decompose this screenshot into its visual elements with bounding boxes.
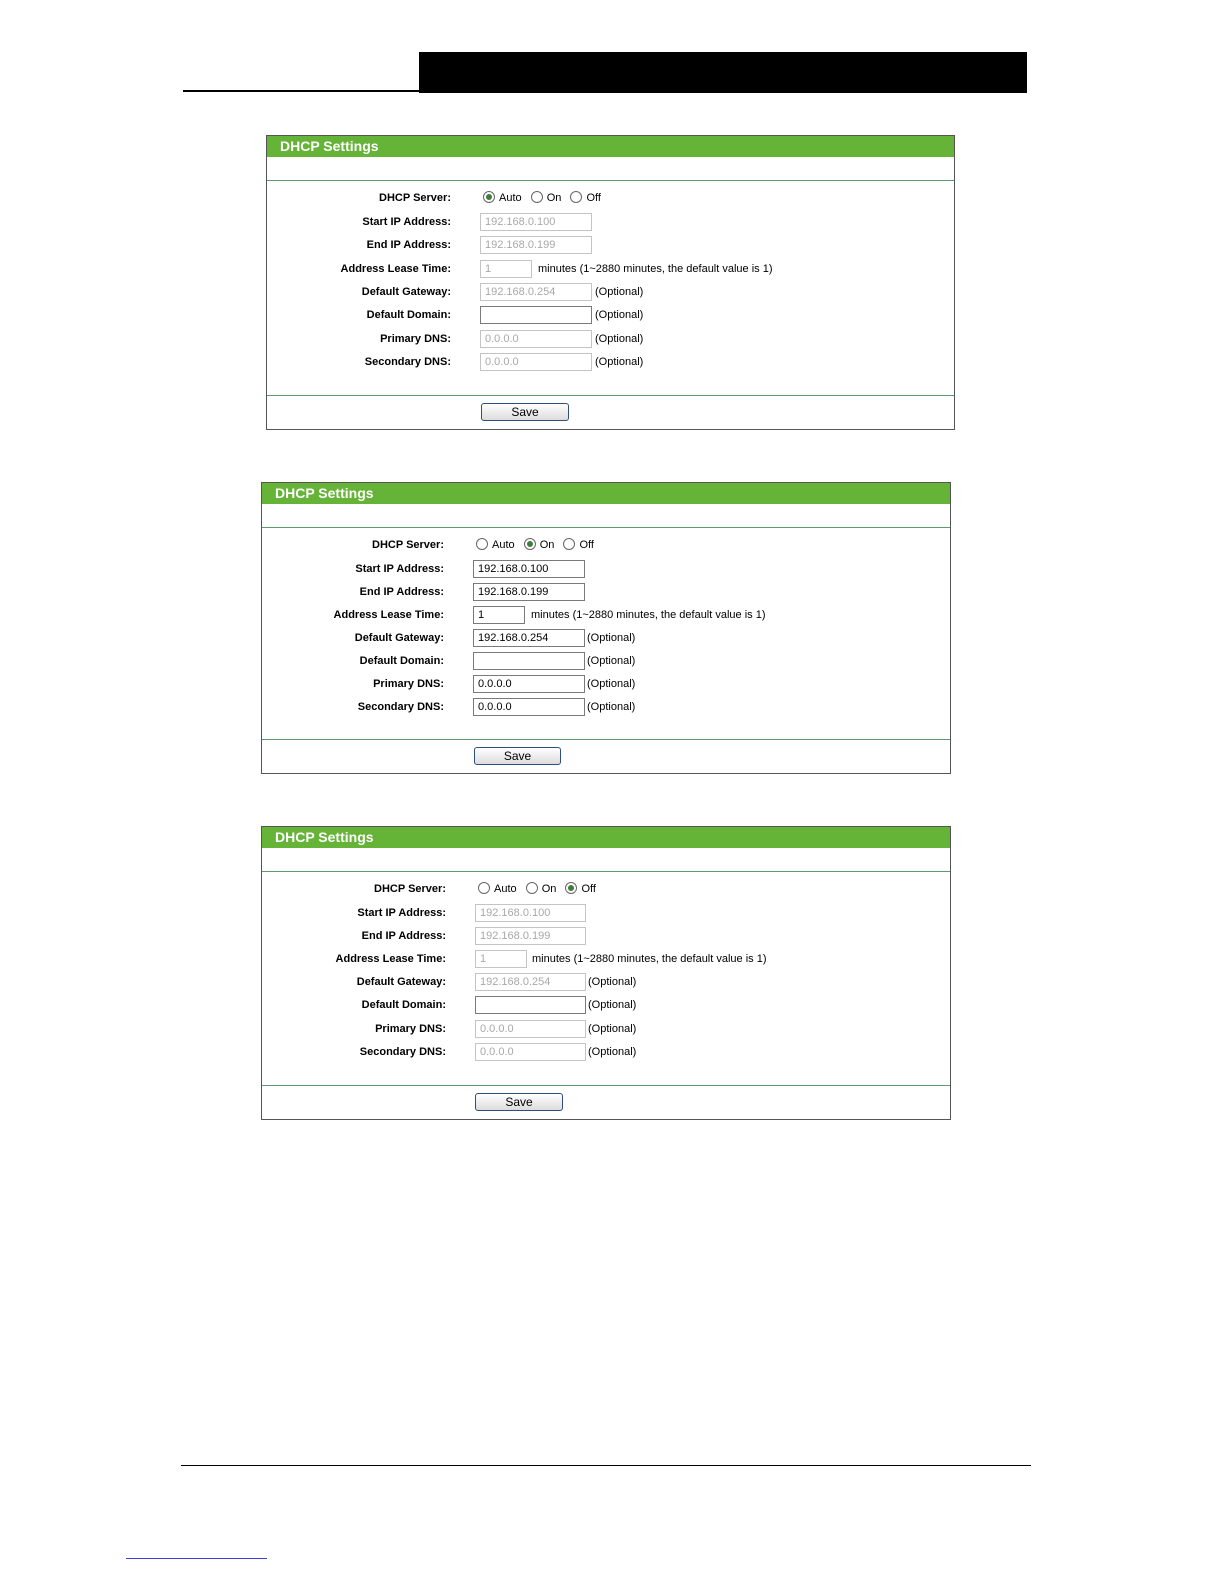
save-button[interactable]: Save: [481, 403, 569, 421]
dhcp-server-radio-group: [476, 535, 600, 555]
secondary-dns-input[interactable]: 0.0.0.0: [480, 353, 592, 371]
dhcp-server-label: DHCP Server:: [372, 539, 444, 551]
panel-title: DHCP Settings: [267, 136, 954, 157]
dhcp-form: [262, 872, 950, 1087]
secondary-dns-label: Secondary DNS:: [359, 1046, 446, 1058]
lease-time-note: minutes (1~2880 minutes, the default value is 1): [532, 953, 767, 965]
radio-off-label: Off: [579, 539, 594, 551]
footer-link-underline: [126, 1558, 267, 1559]
dhcp-server-row: [262, 535, 950, 555]
end-ip-input[interactable]: 192.168.0.199: [473, 583, 585, 601]
panel-header-spacer: [262, 504, 950, 528]
domain-label: Default Domain:: [361, 999, 446, 1011]
start-ip-input[interactable]: 192.168.0.100: [473, 560, 585, 578]
radio-auto[interactable]: [476, 538, 488, 550]
lease-time-input[interactable]: 1: [473, 606, 525, 624]
secondary-dns-row: [262, 1042, 950, 1062]
dhcp-form: [262, 528, 950, 743]
panel-footer: [262, 1085, 950, 1119]
lease-time-note: minutes (1~2880 minutes, the default value is 1): [531, 609, 766, 621]
lease-time-row: [267, 259, 954, 279]
gateway-input[interactable]: 192.168.0.254: [480, 283, 592, 301]
primary-dns-optional: (Optional): [595, 333, 644, 345]
dhcp-server-row: [262, 879, 950, 899]
start-ip-input[interactable]: 192.168.0.100: [475, 904, 586, 922]
radio-auto[interactable]: [478, 882, 490, 894]
panel-header-spacer: [267, 157, 954, 181]
dhcp-server-radio-group: [478, 879, 602, 899]
lease-time-row: [262, 949, 950, 969]
secondary-dns-label: Secondary DNS:: [364, 356, 451, 368]
radio-on-label: On: [541, 883, 557, 895]
primary-dns-row: [267, 329, 954, 349]
domain-optional: (Optional): [587, 655, 636, 667]
gateway-optional: (Optional): [595, 286, 644, 298]
lease-time-row: [262, 605, 950, 625]
primary-dns-optional: (Optional): [587, 678, 636, 690]
gateway-row: [262, 972, 950, 992]
lease-time-input[interactable]: 1: [475, 950, 527, 968]
primary-dns-label: Primary DNS:: [373, 678, 444, 690]
gateway-optional: (Optional): [588, 976, 637, 988]
primary-dns-input[interactable]: 0.0.0.0: [475, 1020, 586, 1038]
save-button[interactable]: Save: [474, 747, 561, 765]
domain-input[interactable]: [475, 996, 586, 1014]
header-rule: [183, 90, 419, 92]
radio-auto-label: Auto: [494, 883, 517, 895]
start-ip-row: [262, 903, 950, 923]
secondary-dns-optional: (Optional): [595, 356, 644, 368]
radio-off-label: Off: [586, 192, 601, 204]
domain-input[interactable]: [473, 652, 585, 670]
dhcp-settings-panel-off: [261, 826, 951, 1120]
radio-off[interactable]: [563, 538, 575, 550]
start-ip-row: [262, 559, 950, 579]
secondary-dns-optional: (Optional): [587, 701, 636, 713]
gateway-label: Default Gateway:: [354, 632, 444, 644]
primary-dns-label: Primary DNS:: [380, 333, 451, 345]
lease-time-label: Address Lease Time:: [335, 953, 446, 965]
end-ip-label: End IP Address:: [359, 586, 444, 598]
primary-dns-label: Primary DNS:: [375, 1023, 446, 1035]
radio-off-label: Off: [581, 883, 596, 895]
radio-auto-label: Auto: [499, 192, 522, 204]
radio-auto[interactable]: [483, 191, 495, 203]
domain-label: Default Domain:: [366, 309, 451, 321]
dhcp-form: [267, 181, 954, 396]
end-ip-input[interactable]: 192.168.0.199: [480, 236, 592, 254]
gateway-optional: (Optional): [587, 632, 636, 644]
gateway-label: Default Gateway:: [356, 976, 446, 988]
domain-label: Default Domain:: [359, 655, 444, 667]
start-ip-row: [267, 212, 954, 232]
radio-on[interactable]: [524, 538, 536, 550]
end-ip-label: End IP Address:: [361, 930, 446, 942]
dhcp-settings-panel-auto: [266, 135, 955, 430]
radio-off[interactable]: [565, 882, 577, 894]
dhcp-server-label: DHCP Server:: [374, 883, 446, 895]
domain-optional: (Optional): [588, 999, 637, 1011]
radio-on-label: On: [539, 539, 555, 551]
lease-time-note: minutes (1~2880 minutes, the default value is 1): [538, 263, 773, 275]
secondary-dns-label: Secondary DNS:: [357, 701, 444, 713]
gateway-label: Default Gateway:: [361, 286, 451, 298]
primary-dns-row: [262, 674, 950, 694]
primary-dns-input[interactable]: 0.0.0.0: [480, 330, 592, 348]
secondary-dns-row: [262, 697, 950, 717]
domain-optional: (Optional): [595, 309, 644, 321]
primary-dns-optional: (Optional): [588, 1023, 637, 1035]
lease-time-label: Address Lease Time:: [340, 263, 451, 275]
domain-input[interactable]: [480, 306, 592, 324]
gateway-input[interactable]: 192.168.0.254: [473, 629, 585, 647]
end-ip-row: [267, 235, 954, 255]
radio-on[interactable]: [531, 191, 543, 203]
domain-row: [267, 305, 954, 325]
secondary-dns-input[interactable]: 0.0.0.0: [473, 698, 585, 716]
radio-on[interactable]: [526, 882, 538, 894]
radio-off[interactable]: [570, 191, 582, 203]
secondary-dns-optional: (Optional): [588, 1046, 637, 1058]
footer-rule: [181, 1465, 1031, 1466]
gateway-input[interactable]: 192.168.0.254: [475, 973, 586, 991]
panel-header-spacer: [262, 848, 950, 872]
secondary-dns-input[interactable]: 0.0.0.0: [475, 1043, 586, 1061]
primary-dns-input[interactable]: 0.0.0.0: [473, 675, 585, 693]
lease-time-label: Address Lease Time:: [333, 609, 444, 621]
gateway-row: [267, 282, 954, 302]
panel-footer: [267, 395, 954, 429]
save-button[interactable]: Save: [475, 1093, 563, 1111]
start-ip-input[interactable]: 192.168.0.100: [480, 213, 592, 231]
panel-title: DHCP Settings: [262, 483, 950, 504]
end-ip-input[interactable]: 192.168.0.199: [475, 927, 586, 945]
gateway-row: [262, 628, 950, 648]
dhcp-server-row: [267, 188, 954, 208]
header-bar: [419, 52, 1027, 93]
start-ip-label: Start IP Address:: [357, 907, 446, 919]
end-ip-row: [262, 582, 950, 602]
dhcp-server-radio-group: [483, 188, 607, 208]
primary-dns-row: [262, 1019, 950, 1039]
dhcp-server-label: DHCP Server:: [379, 192, 451, 204]
radio-auto-label: Auto: [492, 539, 515, 551]
start-ip-label: Start IP Address:: [362, 216, 451, 228]
start-ip-label: Start IP Address:: [355, 563, 444, 575]
end-ip-label: End IP Address:: [366, 239, 451, 251]
end-ip-row: [262, 926, 950, 946]
dhcp-settings-panel-on: [261, 482, 951, 774]
panel-title: DHCP Settings: [262, 827, 950, 848]
lease-time-input[interactable]: 1: [480, 260, 532, 278]
secondary-dns-row: [267, 352, 954, 372]
domain-row: [262, 651, 950, 671]
radio-on-label: On: [546, 192, 562, 204]
panel-footer: [262, 739, 950, 773]
domain-row: [262, 995, 950, 1015]
